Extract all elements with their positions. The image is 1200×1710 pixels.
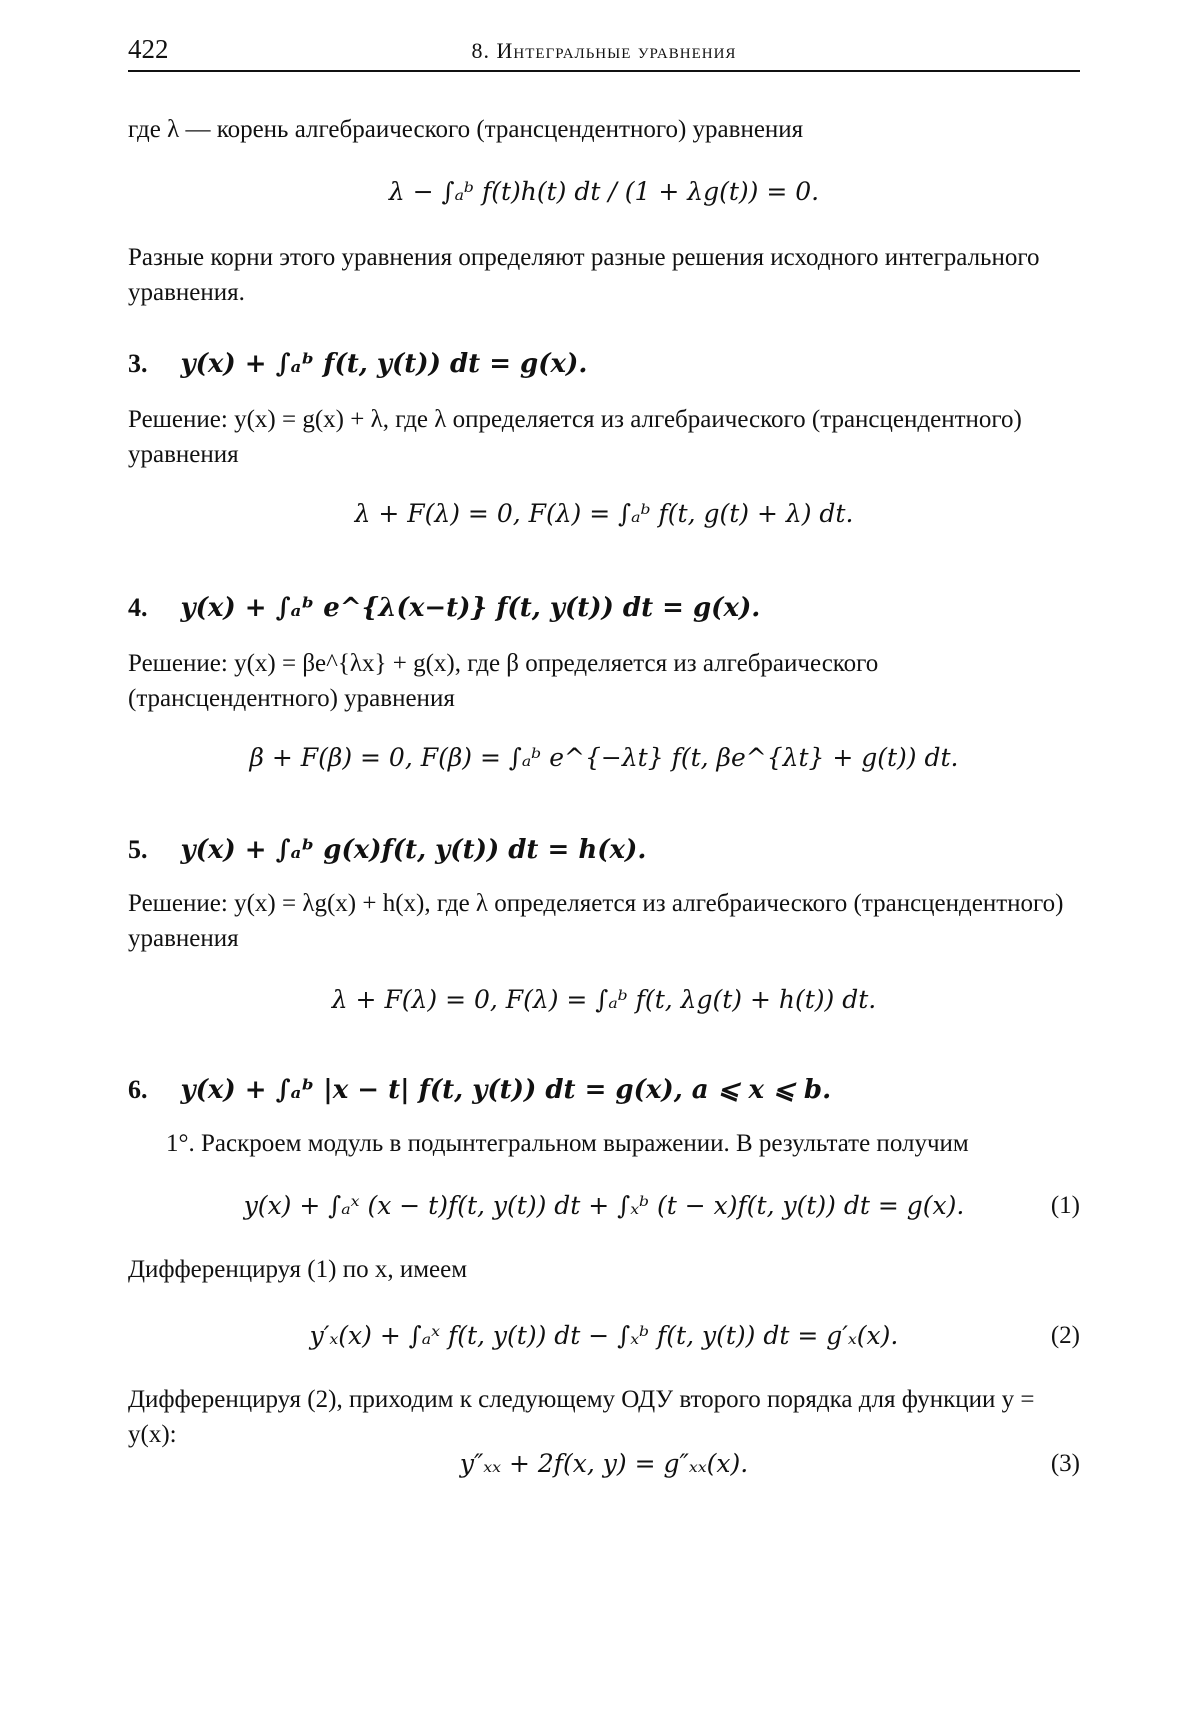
- solution-4: Решение: y(x) = βe^{λx} + g(x), где β определяется из алгебраического (трансцендентного) уравнения: [128, 650, 879, 712]
- running-header: [128, 30, 1080, 72]
- differentiate-1-text: Дифференцируя (1) по x, имеем: [128, 1256, 468, 1283]
- equation-2-row: [128, 1316, 1080, 1357]
- equation-ode: y″ₓₓ + 2f(x, y) = g″ₓₓ(x).: [459, 1449, 749, 1478]
- problem-3: [128, 342, 1080, 386]
- problem-equation: y(x) + ∫ₐᵇ |x − t| f(t, y(t)) dt = g(x), a ⩽ x ⩽ b.: [180, 1075, 832, 1105]
- problem-equation: y(x) + ∫ₐᵇ g(x)f(t, y(t)) dt = h(x).: [180, 835, 647, 865]
- equation-3-number: (3): [1050, 1450, 1080, 1477]
- equation-2: y′ₓ(x) + ∫ₐˣ f(t, y(t)) dt − ∫ₓᵇ f(t, y(t)) dt = g′ₓ(x).: [309, 1321, 899, 1350]
- intro-equation: λ − ∫ₐᵇ f(t)h(t) dt / (1 + λg(t)) = 0.: [388, 177, 820, 206]
- roots-text: Разные корни этого уравнения определяют разные решения исходного интегрального уравнения.: [128, 244, 1040, 306]
- problem-equation: y(x) + ∫ₐᵇ e^{λ(x−t)} f(t, y(t)) dt = g(x).: [180, 593, 761, 623]
- problem-number: 5.: [128, 835, 148, 864]
- equation-5: λ + F(λ) = 0, F(λ) = ∫ₐᵇ f(t, λg(t) + h(t)) dt.: [331, 985, 877, 1014]
- problem-5: [128, 828, 1080, 872]
- problem-number: 3.: [128, 349, 148, 378]
- page-number: 422: [128, 34, 169, 64]
- problem-number: 4.: [128, 593, 148, 622]
- problem-4: [128, 586, 1080, 630]
- equation-3: λ + F(λ) = 0, F(λ) = ∫ₐᵇ f(t, g(t) + λ) dt.: [354, 499, 854, 528]
- running-title: 8. Интегральные уравнения: [471, 38, 737, 63]
- equation-1-row: [128, 1186, 1080, 1227]
- problem-6: [128, 1068, 1080, 1112]
- problem-equation: y(x) + ∫ₐᵇ f(t, y(t)) dt = g(x).: [180, 349, 588, 379]
- solution-5: Решение: y(x) = λg(x) + h(x), где λ определяется из алгебраического (трансцендентного) уравнения: [128, 890, 1064, 952]
- equation-3-row: [128, 1444, 1080, 1485]
- equation-2-number: (2): [1050, 1322, 1080, 1349]
- solution-3: Решение: y(x) = g(x) + λ, где λ определяется из алгебраического (трансцендентного) уравнения: [128, 406, 1022, 468]
- differentiate-2-text: Дифференцируя (2), приходим к следующему ОДУ второго порядка для функции y = y(x):: [128, 1386, 1035, 1448]
- intro-text: где λ — корень алгебраического (трансцендентного) уравнения: [128, 116, 804, 143]
- step-1-text: 1°. Раскроем модуль в подынтегральном выражении. В результате получим: [166, 1130, 969, 1157]
- problem-number: 6.: [128, 1075, 148, 1104]
- equation-4: β + F(β) = 0, F(β) = ∫ₐᵇ e^{−λt} f(t, βe^{λt} + g(t)) dt.: [249, 743, 959, 772]
- equation-1: y(x) + ∫ₐˣ (x − t)f(t, y(t)) dt + ∫ₓᵇ (t − x)f(t, y(t)) dt = g(x).: [243, 1191, 965, 1220]
- equation-1-number: (1): [1050, 1192, 1080, 1219]
